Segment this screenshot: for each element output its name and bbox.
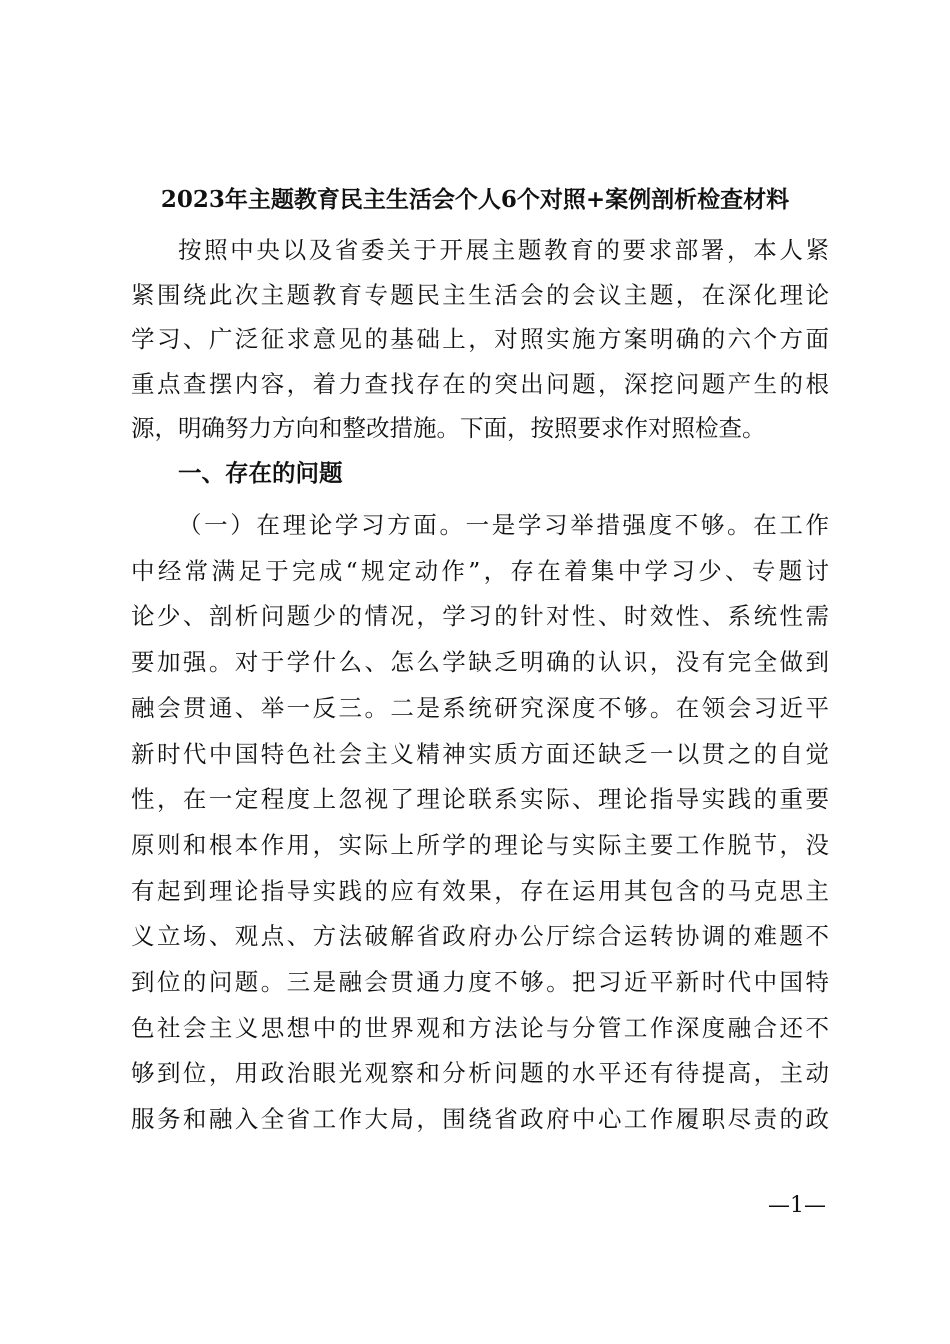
text-line: 重点查摆内容，着力查找存在的突出问题，深挖问题产生的根 bbox=[131, 369, 829, 398]
text-line: （一）在理论学习方面。一是学习举措强度不够。在工作 bbox=[178, 511, 829, 539]
text-line: 源，明确努力方向和整改措施。下面，按照要求作对照检查。 bbox=[131, 414, 766, 443]
text-line: 要加强。对于学什么、怎么学缺乏明确的认识，没有完全做到 bbox=[131, 648, 829, 677]
text-line: 到位的问题。三是融会贯通力度不够。把习近平新时代中国特 bbox=[131, 968, 829, 996]
text-line: 中经常满足于完成“规定动作”，存在着集中学习少、专题讨 bbox=[131, 556, 829, 585]
text-line: 学习、广泛征求意见的基础上，对照实施方案明确的六个方面 bbox=[131, 325, 829, 354]
text-line: 够到位，用政治眼光观察和分析问题的水平还有待提高，主动 bbox=[131, 1059, 829, 1088]
text-line: 论少、剖析问题少的情况，学习的针对性、时效性、系统性需 bbox=[131, 602, 829, 631]
section-heading: 一、存在的问题 bbox=[178, 459, 343, 487]
text-line: 性，在一定程度上忽视了理论联系实际、理论指导实践的重要 bbox=[131, 785, 829, 814]
text-line: 色社会主义思想中的世界观和方法论与分管工作深度融合还不 bbox=[131, 1013, 829, 1042]
text-line: 紧围绕此次主题教育专题民主生活会的会议主题，在深化理论 bbox=[131, 280, 829, 309]
page-number: —1— bbox=[768, 1193, 826, 1218]
text-line: 按照中央以及省委关于开展主题教育的要求部署，本人紧 bbox=[178, 236, 829, 264]
document-title: 2023年主题教育民主生活会个人6个对照+案例剖析检查材料 bbox=[160, 186, 790, 213]
text-line: 原则和根本作用，实际上所学的理论与实际主要工作脱节，没 bbox=[131, 830, 829, 859]
text-line: 有起到理论指导实践的应有效果，存在运用其包含的马克思主 bbox=[131, 876, 829, 905]
text-line: 服务和融入全省工作大局，围绕省政府中心工作履职尽责的政 bbox=[131, 1105, 829, 1134]
text-line: 新时代中国特色社会主义精神实质方面还缺乏一以贯之的自觉 bbox=[131, 739, 829, 768]
text-line: 义立场、观点、方法破解省政府办公厅综合运转协调的难题不 bbox=[131, 922, 829, 951]
text-line: 融会贯通、举一反三。二是系统研究深度不够。在领会习近平 bbox=[131, 693, 829, 722]
